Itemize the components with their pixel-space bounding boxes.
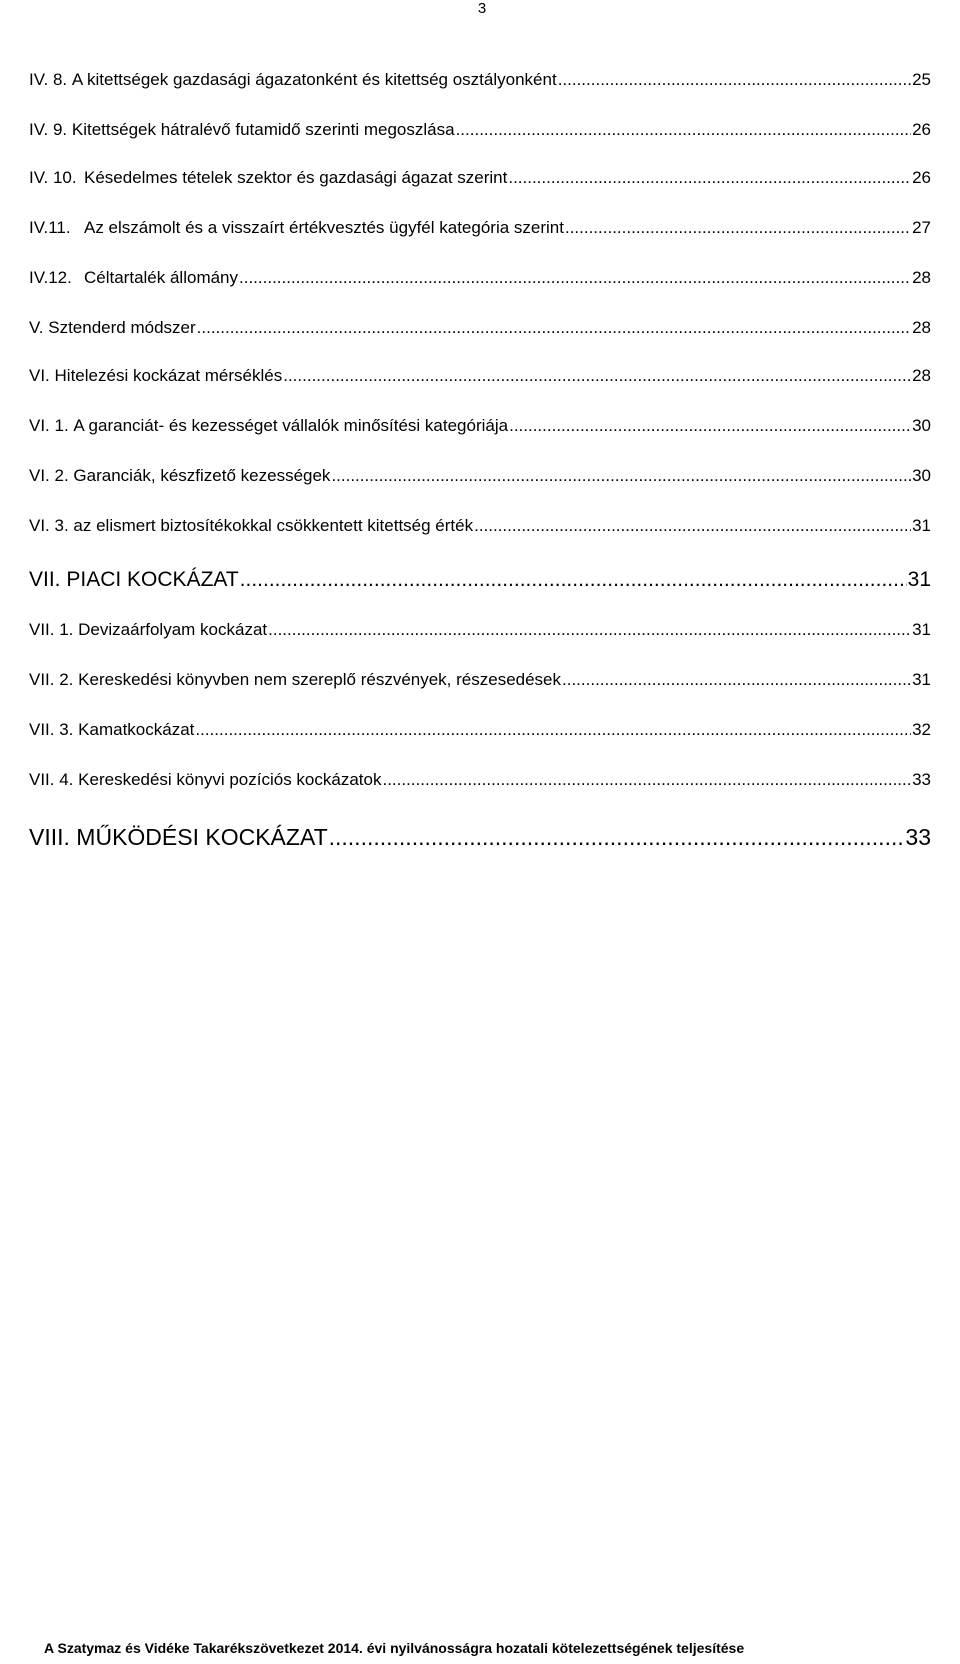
toc-entry-number: VI. 1. [29,416,69,435]
toc-entry-number: VII. 2. [29,670,74,689]
toc-entry-page: 25 [912,70,931,89]
toc-entry-number: VI. [29,366,50,385]
toc-leader-dots [240,568,907,592]
page-footer: A Szatymaz és Vidéke Takarékszövetkezet 2014. évi nyilvánosságra hozatali kötelezettségének teljesítése [44,1640,745,1656]
toc-leader-dots [508,168,911,188]
toc-entry-title: A garanciát- és kezességet vállalók minősítési kategóriája [73,416,509,435]
toc-entry[interactable] [29,770,931,790]
toc-entry[interactable] [29,70,931,90]
toc-entry-page: 31 [912,620,931,639]
toc-entry-number: IV. 10. [29,168,77,187]
toc-entry-number: IV.12. [29,268,72,287]
toc-entry-page: 32 [912,720,931,739]
toc-entry[interactable] [29,120,931,140]
toc-entry[interactable] [29,466,931,486]
toc-entry-title: PIACI KOCKÁZAT [66,568,239,591]
toc-entry-title: Kamatkockázat [78,720,195,739]
toc-entry-page: 28 [912,366,931,385]
toc-entry-title: Sztenderd módszer [48,318,196,337]
toc-entry[interactable] [29,568,931,592]
page-number: 3 [477,0,487,17]
toc-entry-page: 31 [907,568,931,591]
toc-leader-dots [239,268,911,288]
toc-entry-page: 31 [912,516,931,535]
toc-entry-page: 28 [912,318,931,337]
toc-leader-dots [562,670,911,690]
toc-leader-dots [558,70,911,90]
toc-entry[interactable] [29,168,931,188]
toc-entry-title: A kitettségek gazdasági ágazatonként és kitettség osztályonként [71,70,557,89]
toc-entry-page: 27 [912,218,931,237]
toc-entry[interactable] [29,416,931,436]
toc-leader-dots [283,366,911,386]
toc-entry-number: VII. 3. [29,720,74,739]
toc-leader-dots [329,824,905,851]
toc-leader-dots [509,416,911,436]
toc-entry[interactable] [29,218,931,238]
toc-entry-title: MŰKÖDÉSI KOCKÁZAT [76,824,328,850]
toc-entry-page: 26 [912,120,931,139]
toc-entry-number: IV. 8. [29,70,68,89]
toc-entry-page: 26 [912,168,931,187]
toc-entry[interactable] [29,670,931,690]
toc-entry-title: Késedelmes tételek szektor és gazdasági ágazat szerint [84,168,508,187]
toc-entry-page: 33 [912,770,931,789]
toc-leader-dots [268,620,911,640]
toc-entry-number: V. [29,318,44,337]
toc-leader-dots [331,466,911,486]
toc-entry[interactable] [29,516,931,536]
toc-entry-number: VII. [29,568,61,591]
toc-entry-number: VII. 1. [29,620,74,639]
toc-leader-dots [474,516,911,536]
toc-entry[interactable] [29,720,931,740]
toc-entry-number: VI. 2. [29,466,69,485]
toc-leader-dots [565,218,911,238]
toc-entry-title: Céltartalék állomány [84,268,239,287]
toc-entry-page: 28 [912,268,931,287]
toc-entry-number: VII. 4. [29,770,74,789]
toc-entry[interactable] [29,620,931,640]
toc-entry-page: 30 [912,416,931,435]
toc-leader-dots [382,770,911,790]
toc-entry-title: Kereskedési könyvben nem szereplő részvények, részesedések [78,670,562,689]
toc-entry-page: 33 [905,824,931,850]
toc-entry-title: Kitettségek hátralévő futamidő szerinti megoszlása [71,120,455,139]
toc-entry[interactable] [29,366,931,386]
toc-entry-number: VIII. [29,824,70,850]
toc-entry[interactable] [29,824,931,851]
toc-leader-dots [195,720,911,740]
toc-entry-title: az elismert biztosítékokkal csökkentett kitettség érték [73,516,474,535]
toc-leader-dots [197,318,911,338]
toc-entry-title: Kereskedési könyvi pozíciós kockázatok [78,770,382,789]
toc-entry-page: 30 [912,466,931,485]
toc-entry-number: IV.11. [29,218,71,237]
toc-leader-dots [456,120,912,140]
toc-entry-number: VI. 3. [29,516,69,535]
toc-entry-title: Devizaárfolyam kockázat [78,620,268,639]
toc-entry-title: Az elszámolt és a visszaírt értékvesztés ügyfél kategória szerint [84,218,564,237]
toc-entry[interactable] [29,318,931,338]
toc-entry-page: 31 [912,670,931,689]
toc-entry-title: Garanciák, készfizető kezességek [73,466,331,485]
toc-entry-number: IV. 9. [29,120,68,139]
toc-entry[interactable] [29,268,931,288]
toc-entry-title: Hitelezési kockázat mérséklés [54,366,283,385]
